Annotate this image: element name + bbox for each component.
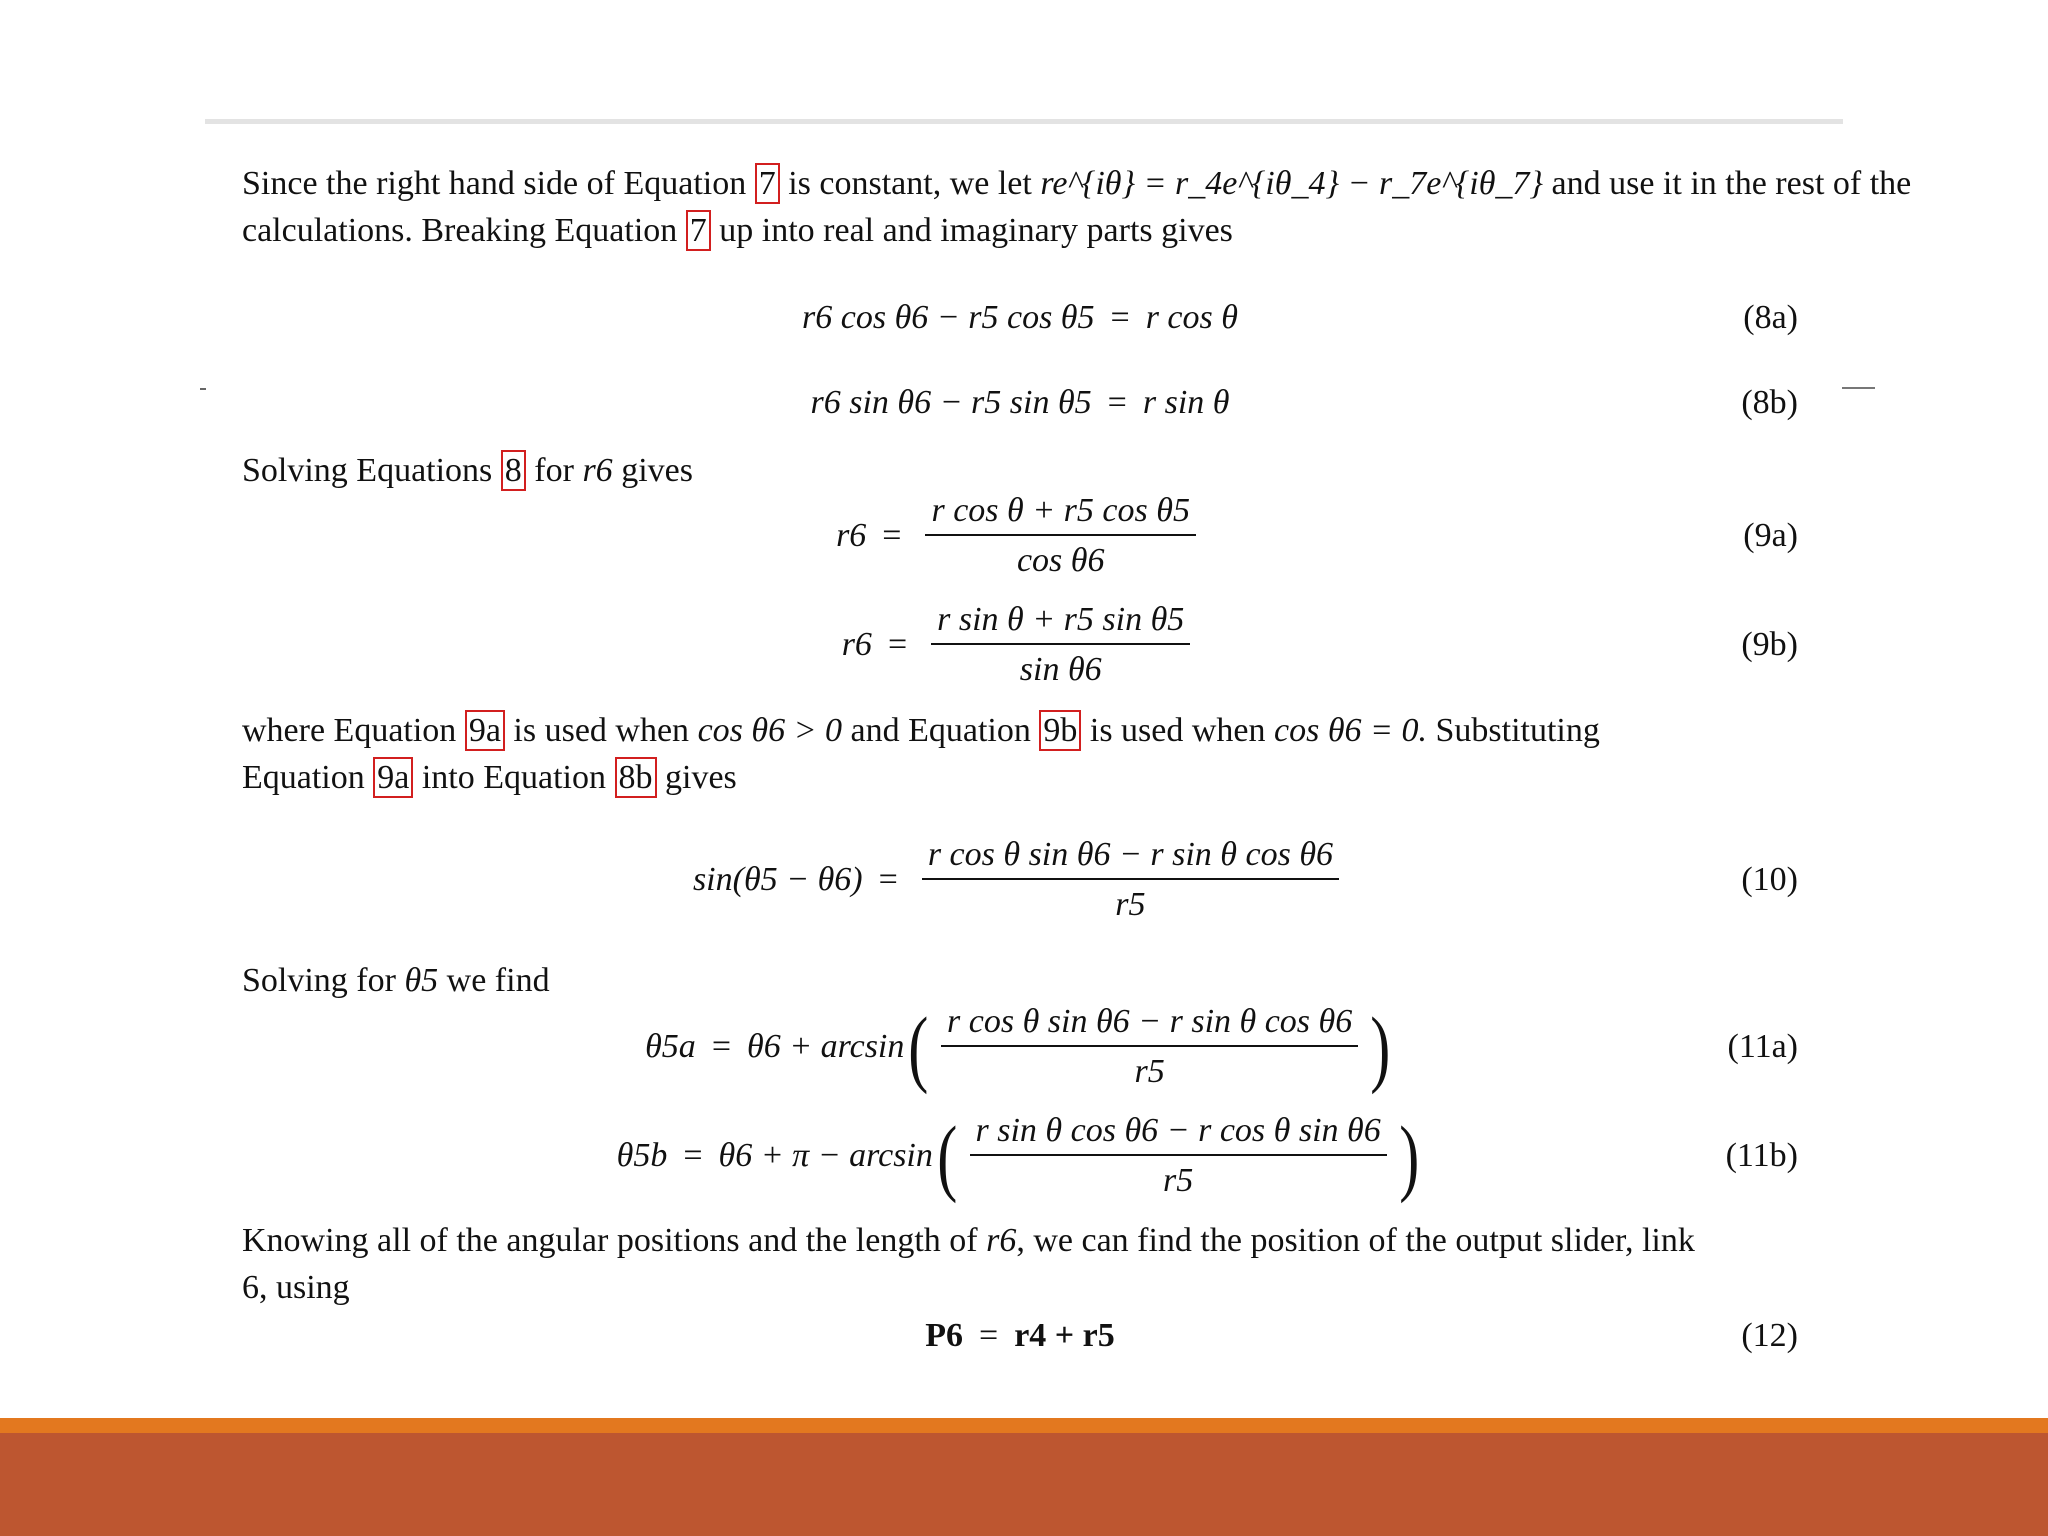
- fraction: [931, 601, 1190, 689]
- paragraph-solving-r6: Solving Equations 8 for r6 gives: [242, 452, 693, 489]
- inline-math-theta5: θ5: [404, 962, 439, 999]
- footer-band: [0, 1433, 2048, 1536]
- paragraph-solving-theta5: Solving for θ5 we find: [242, 962, 550, 999]
- equation-8a-rhs: r cos θ: [1145, 299, 1238, 336]
- numerator: r sin θ + r5 sin θ5: [931, 601, 1190, 645]
- equation-12: P6 = r4 + r5 (12): [925, 1317, 1798, 1354]
- denominator: cos θ6: [1016, 542, 1105, 579]
- denominator: r5: [1163, 1162, 1194, 1199]
- equation-11b: θ5b = θ6 + π − arcsin ( $\frac{\text{r sin θ cos θ6 − r cos θ sin θ6}}{r5}$ ) (11b): [616, 1108, 1798, 1204]
- top-rule: [205, 119, 1843, 124]
- equation-8b-rhs: r sin θ: [1142, 384, 1230, 421]
- numerator: r cos θ sin θ6 − r sin θ cos θ6: [922, 836, 1339, 880]
- equation-ref-9a[interactable]: 9a: [465, 710, 505, 751]
- right-margin-mark: [1842, 387, 1875, 389]
- fraction: [925, 492, 1195, 580]
- right-paren: ): [1370, 999, 1391, 1095]
- left-paren: (: [908, 999, 929, 1095]
- equation-11a-mid: θ6 + arcsin: [747, 1028, 905, 1065]
- equation-ref-8[interactable]: 8: [501, 450, 526, 491]
- right-paren: ): [1399, 1108, 1420, 1204]
- equation-12-lhs: P6: [925, 1317, 964, 1354]
- left-paren: (: [937, 1108, 958, 1204]
- equation-9a: r6 = $\frac{\text{r cos θ + r5 cos θ5}}{\text{cos θ6}}$ (9a): [836, 492, 1798, 579]
- equation-9b-lhs: r6: [841, 626, 872, 663]
- footer-accent-stripe: [0, 1418, 2048, 1433]
- paragraph-knowing: Knowing all of the angular positions and the length of r6, we can find the position of the output slider, link 6, using: [242, 1222, 1695, 1306]
- left-margin-mark: [200, 388, 206, 390]
- paragraph-where: where Equation 9a is used when cos θ6 > 0 and Equation 9b is used when cos θ6 = 0. Substituting Equation 9a into Equation 8b gives: [242, 712, 1600, 796]
- equation-number: (8a): [1743, 299, 1798, 336]
- inline-math-cos-positive: cos θ6 > 0: [697, 712, 843, 749]
- equation-8a: r6 cos θ6 − r5 cos θ5 = r cos θ (8a): [802, 299, 1798, 336]
- inline-math-r6: r6: [986, 1222, 1017, 1259]
- equation-number: (9b): [1741, 626, 1798, 663]
- inline-math-re-itheta: re^{iθ} = r_4e^{iθ_4} − r_7e^{iθ_7}: [1040, 165, 1544, 202]
- denominator: sin θ6: [1019, 651, 1102, 688]
- equation-ref-7[interactable]: 7: [686, 210, 711, 251]
- equation-number: (9a): [1743, 517, 1798, 554]
- inline-math-r6: r6: [582, 452, 613, 489]
- inline-math-cos-zero: cos θ6 = 0.: [1274, 712, 1427, 749]
- paragraph-intro-line-1: Since the right hand side of Equation 7 is constant, we let re^{iθ} = r_4e^{iθ_4} − r_7e^{iθ_7} and use it in the rest of the: [242, 165, 1912, 202]
- denominator: r5: [1134, 1053, 1165, 1090]
- numerator: r sin θ cos θ6 − r cos θ sin θ6: [970, 1112, 1387, 1156]
- equation-10-lhs: sin(θ5 − θ6): [692, 861, 863, 898]
- equation-10: sin(θ5 − θ6) = $\frac{\text{r cos θ sin θ6 − r sin θ cos θ6}}{r5}$ (10): [692, 836, 1798, 923]
- equation-8b-lhs: r6 sin θ6 − r5 sin θ5: [810, 384, 1092, 421]
- equation-number: (11a): [1727, 1028, 1798, 1065]
- equation-11a-lhs: θ5a: [645, 1028, 696, 1065]
- equation-number: (8b): [1741, 384, 1798, 421]
- equation-9a-lhs: r6: [836, 517, 867, 554]
- fraction: [922, 836, 1339, 924]
- fraction: [970, 1112, 1387, 1200]
- equation-8b: r6 sin θ6 − r5 sin θ5 = r sin θ (8b): [810, 384, 1798, 421]
- equation-ref-8b[interactable]: 8b: [615, 757, 657, 798]
- equation-ref-9b[interactable]: 9b: [1039, 710, 1081, 751]
- fraction: [941, 1003, 1358, 1091]
- equation-number: (11b): [1725, 1137, 1798, 1174]
- equation-number: (12): [1741, 1317, 1798, 1354]
- paragraph-intro: [242, 160, 1912, 254]
- equation-12-rhs: r4 + r5: [1014, 1317, 1115, 1354]
- equation-11a: θ5a = θ6 + arcsin ( $\frac{\text{r cos θ sin θ6 − r sin θ cos θ6}}{r5}$ ) (11a): [645, 999, 1798, 1095]
- paragraph-intro-line-2: calculations. Breaking Equation 7 up into real and imaginary parts gives: [242, 212, 1233, 249]
- equation-11b-mid: θ6 + π − arcsin: [718, 1137, 933, 1174]
- equation-number: (10): [1741, 861, 1798, 898]
- equation-ref-7[interactable]: 7: [755, 163, 780, 204]
- equation-11b-lhs: θ5b: [616, 1137, 668, 1174]
- denominator: r5: [1115, 886, 1146, 923]
- numerator: r cos θ sin θ6 − r sin θ cos θ6: [941, 1003, 1358, 1047]
- equation-ref-9a[interactable]: 9a: [373, 757, 413, 798]
- numerator: r cos θ + r5 cos θ5: [925, 492, 1195, 536]
- equation-9b: r6 = $\frac{\text{r sin θ + r5 sin θ5}}{\text{sin θ6}}$ (9b): [841, 601, 1798, 688]
- equation-8a-lhs: r6 cos θ6 − r5 cos θ5: [802, 299, 1095, 336]
